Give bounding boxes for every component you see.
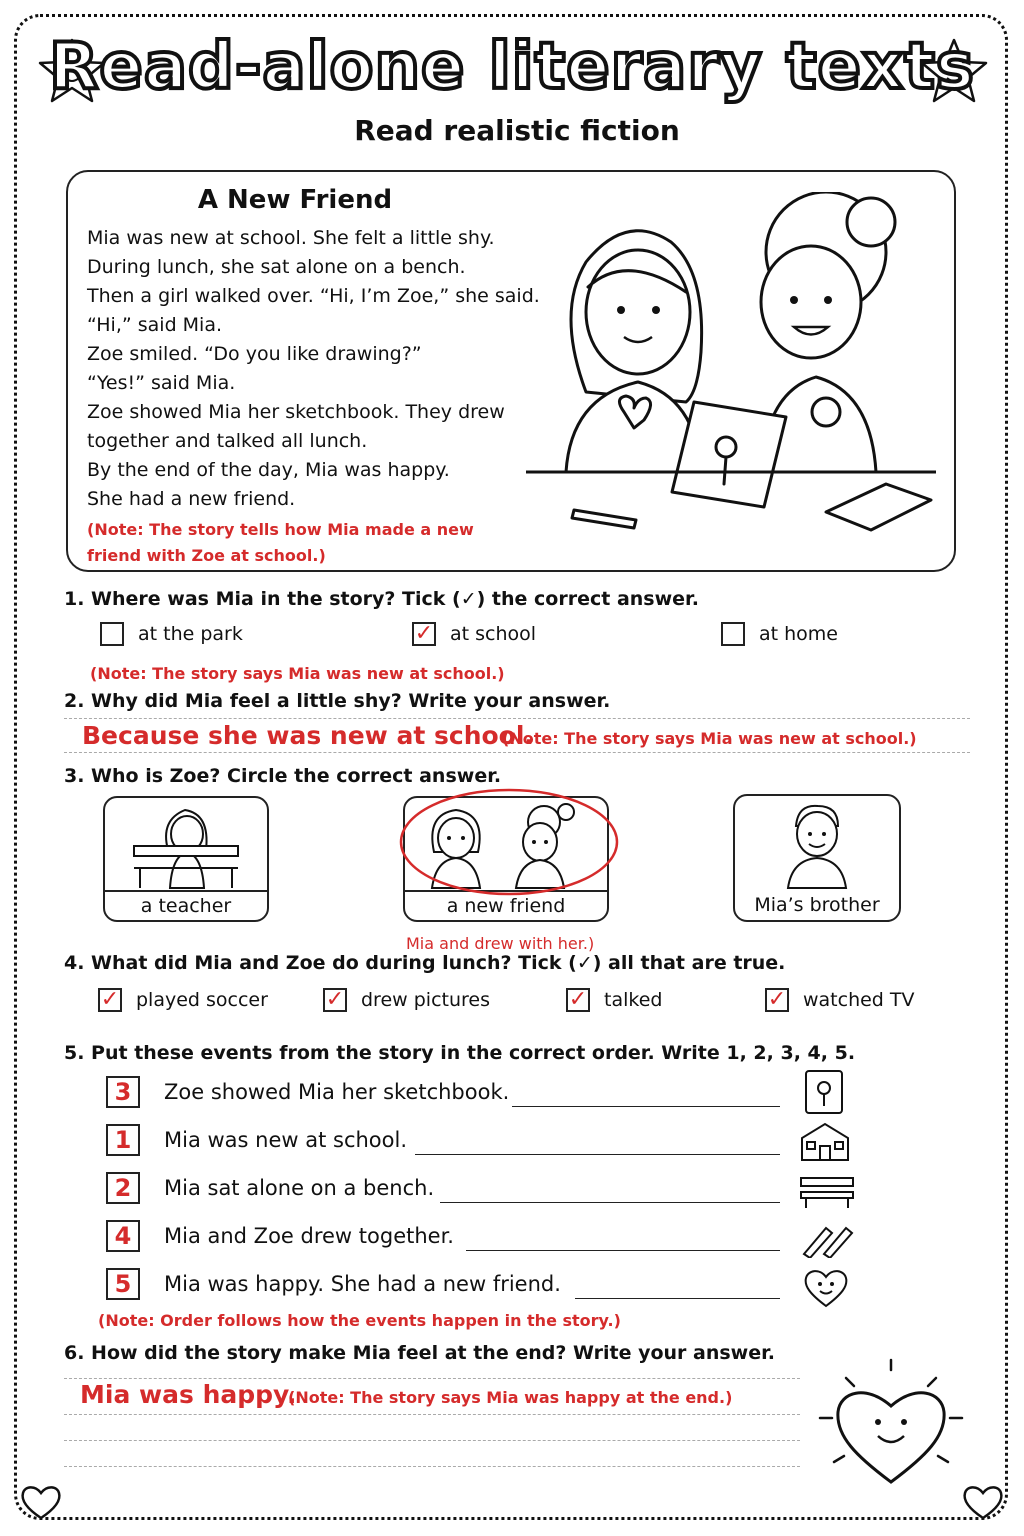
story-line: Zoe smiled. “Do you like drawing?” [87, 343, 422, 365]
heart-icon [960, 1482, 1006, 1522]
answer-option-label: at school [450, 623, 537, 645]
check-mark: ✓ [325, 987, 345, 1012]
answer-note: (Note: Order follows how the events happen in the story.) [98, 1311, 621, 1330]
story-line: Zoe showed Mia her sketchbook. They drew [87, 401, 505, 423]
check-mark: ✓ [414, 621, 434, 646]
card-divider [103, 890, 269, 892]
story-line: She had a new friend. [87, 488, 296, 510]
answer-note: (Note: The story says Mia was new at school.) [90, 664, 505, 683]
answer-option-label: at the park [138, 623, 243, 645]
answer-checkbox[interactable] [721, 622, 745, 646]
writing-line [64, 1466, 800, 1467]
story-title: A New Friend [197, 185, 393, 215]
school-icon [798, 1120, 852, 1162]
writing-line [64, 1440, 800, 1441]
girls-drawing-illustration [526, 192, 936, 552]
order-number-box[interactable]: 2 [106, 1172, 140, 1204]
check-mark: ✓ [568, 987, 588, 1012]
event-text: Mia sat alone on a bench. [164, 1176, 435, 1200]
sketchbook-icon [803, 1068, 845, 1116]
girl-on-bench-icon [130, 800, 242, 890]
story-note: friend with Zoe at school.) [87, 546, 326, 565]
writing-line [64, 1378, 800, 1379]
check-mark: ✓ [100, 987, 120, 1012]
event-text: Mia was new at school. [164, 1128, 408, 1152]
story-note: (Note: The story tells how Mia made a new [87, 520, 474, 539]
answer-option-label: drew pictures [361, 989, 490, 1011]
event-text: Mia and Zoe drew together. [164, 1224, 454, 1248]
answer-card-label: a teacher [140, 895, 232, 917]
question-6: 6. How did the story make Mia feel at the end? Write your answer. [64, 1342, 775, 1364]
answer-option-label: at home [759, 623, 838, 645]
boy-icon [776, 800, 858, 890]
writing-line [466, 1250, 780, 1251]
order-number-box[interactable]: 5 [106, 1268, 140, 1300]
answer-circle [396, 786, 622, 898]
smiling-heart-icon [802, 1266, 850, 1310]
order-number-box[interactable]: 3 [106, 1076, 140, 1108]
page-subtitle: Read realistic fiction [354, 114, 680, 147]
question-1: 1. Where was Mia in the story? Tick (✓) the correct answer. [64, 588, 699, 610]
event-text: Mia was happy. She had a new friend. [164, 1272, 561, 1296]
order-number-box[interactable]: 1 [106, 1124, 140, 1156]
question-5: 5. Put these events from the story in the correct order. Write 1, 2, 3, 4, 5. [64, 1042, 856, 1064]
written-answer[interactable]: Because she was new at school. [82, 721, 534, 750]
answer-option-label: talked [604, 989, 663, 1011]
check-mark: ✓ [767, 987, 787, 1012]
writing-line [575, 1298, 780, 1299]
story-line: Mia was new at school. She felt a little shy. [87, 227, 495, 249]
written-answer[interactable]: Mia was happy. [80, 1380, 297, 1409]
heart-icon [18, 1482, 64, 1522]
answer-note: (Note: The story says Mia was new at school.) [502, 729, 917, 748]
answer-card-label: a new friend [446, 895, 566, 917]
answer-option-label: played soccer [136, 989, 268, 1011]
question-4: 4. What did Mia and Zoe do during lunch? Tick (✓) all that are true. [64, 952, 786, 974]
answer-checkbox[interactable] [100, 622, 124, 646]
story-line: together and talked all lunch. [87, 430, 368, 452]
writing-line [64, 718, 970, 719]
page-title: Read-alone literary texts [49, 30, 975, 104]
writing-line [64, 752, 970, 753]
writing-line [415, 1154, 780, 1155]
answer-option-label: watched TV [803, 989, 915, 1011]
story-line: By the end of the day, Mia was happy. [87, 459, 450, 481]
bench-icon [798, 1174, 856, 1210]
writing-line [440, 1202, 780, 1203]
writing-line [64, 1414, 800, 1415]
story-line: “Yes!” said Mia. [87, 372, 236, 394]
order-number-box[interactable]: 4 [106, 1220, 140, 1252]
happy-heart-icon [816, 1356, 966, 1494]
answer-card-label: Mia’s brother [754, 894, 880, 916]
writing-line [512, 1106, 780, 1107]
answer-note: (Note: The story says Mia was happy at the end.) [288, 1388, 733, 1407]
answer-note: Mia and drew with her.) [406, 934, 595, 953]
story-line: During lunch, she sat alone on a bench. [87, 256, 466, 278]
story-line: “Hi,” said Mia. [87, 314, 223, 336]
event-text: Zoe showed Mia her sketchbook. [164, 1080, 510, 1104]
story-line: Then a girl walked over. “Hi, I’m Zoe,” she said. [87, 285, 540, 307]
question-3: 3. Who is Zoe? Circle the correct answer. [64, 765, 502, 787]
question-2: 2. Why did Mia feel a little shy? Write your answer. [64, 690, 611, 712]
pencils-icon [800, 1222, 854, 1258]
